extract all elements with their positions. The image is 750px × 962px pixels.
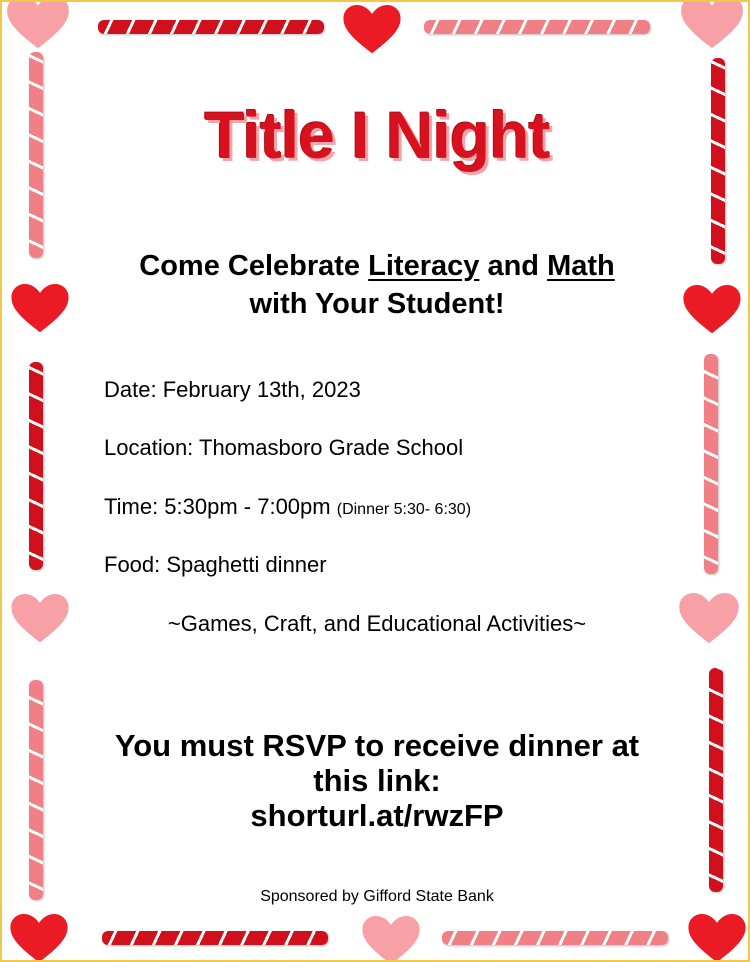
stripe-bar [424,20,650,34]
stripe-bar [704,354,718,574]
headline: Come Celebrate Literacy and Math with Your Student! [139,250,615,320]
stripe-bar [98,20,324,34]
heart-icon [6,914,72,962]
heart-icon [338,5,406,55]
heart-icon [358,916,424,962]
math-word: Math [547,250,615,282]
stripe-bar [29,362,43,570]
rsvp-block: You must RSVP to receive dinner at this link: shorturl.at/rwzFP [2,728,750,833]
heart-icon [676,0,748,50]
activities-line: ~Games, Craft, and Educational Activities~ [167,611,587,636]
food-line: Food: Spaghetti dinner [104,552,327,577]
literacy-word: Literacy [368,250,480,282]
sponsor-line: Sponsored by Gifford State Bank [260,888,494,905]
dinner-note: (Dinner 5:30- 6:30) [336,501,472,518]
page-title: Title I Night [204,98,550,172]
time-line: Time: 5:30pm - 7:00pm (Dinner 5:30- 6:30) [104,494,472,519]
heart-icon [684,914,750,962]
heart-icon [2,0,74,50]
location-line: Location: Thomasboro Grade School [104,435,464,460]
stripe-bar [102,931,328,945]
date-line: Date: February 13th, 2023 [104,377,361,402]
stripe-bar [442,931,668,945]
rsvp-link[interactable]: shorturl.at/rwzFP [250,798,504,833]
